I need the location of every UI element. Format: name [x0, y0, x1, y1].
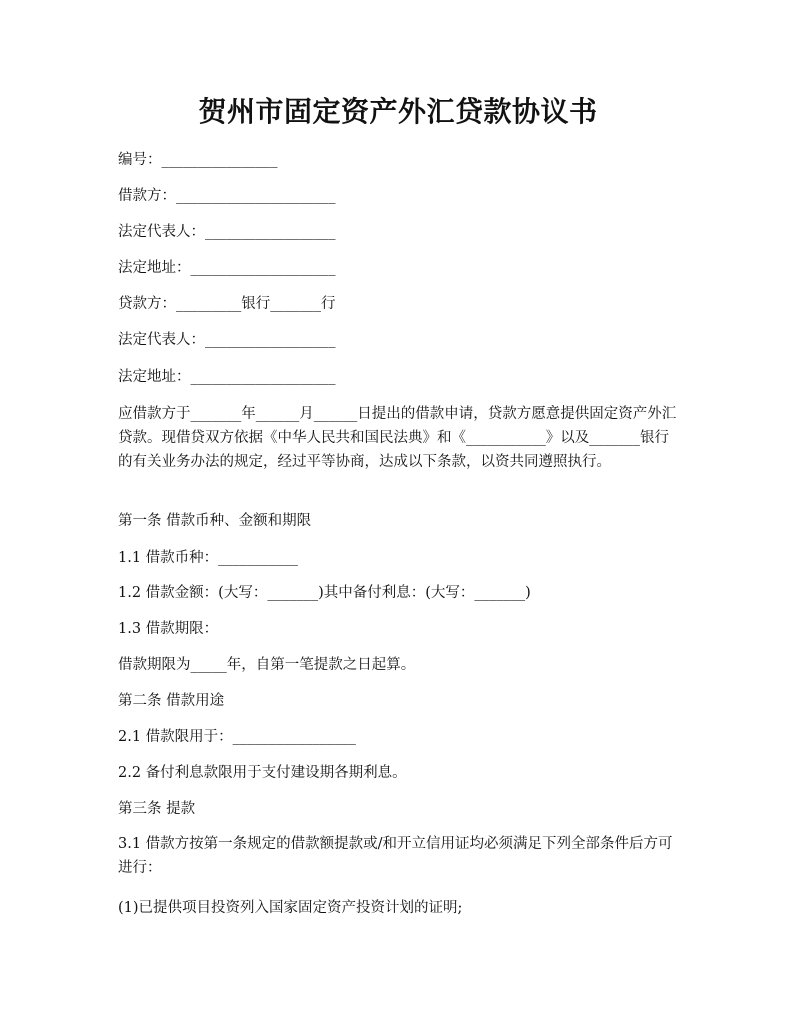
clause-3-1: 3.1 借款方按第一条规定的借款额提款或/和开立信用证均必须满足下列全部条件后方可进行： — [118, 836, 673, 876]
clause-1-heading: 第一条 借款币种、金额和期限 — [118, 513, 312, 529]
field-lender: 贷款方：_________银行_______行 — [118, 296, 336, 312]
intro-paragraph: 应借款方于_______年______月______日提出的借款申请，贷款方愿意提供固定资产外汇贷款。现借贷双方依据《中华人民共和国民法典》和《___________》以及_______银行的有关业务办法的规定，经过平等协商，达成以下条款，以资共同遵照执行。 — [118, 406, 677, 470]
field-borrower: 借款方：______________________ — [118, 188, 336, 204]
document-title: 贺州市固定资产外汇贷款协议书 — [198, 95, 598, 128]
field-lender-address: 法定地址：____________________ — [118, 369, 336, 385]
clause-2-2: 2.2 备付利息款限用于支付建设期各期利息。 — [118, 765, 407, 781]
clause-3-heading: 第三条 提款 — [118, 801, 196, 817]
clause-1-3-detail: 借款期限为_____年，自第一笔提款之日起算。 — [118, 657, 416, 673]
field-borrower-representative: 法定代表人：__________________ — [118, 224, 336, 240]
field-borrower-address: 法定地址：____________________ — [118, 260, 336, 276]
clause-1-2: 1.2 借款金额：(大写：_______)其中备付利息：(大写：_______) — [118, 585, 531, 601]
clause-2-1: 2.1 借款限用于：_________________ — [118, 729, 356, 745]
field-number: 编号：________________ — [118, 152, 278, 168]
clause-2-heading: 第二条 借款用途 — [118, 693, 225, 709]
clause-3-1-item-1: (1)已提供项目投资列入国家固定资产投资计划的证明; — [118, 900, 463, 916]
clause-1-1: 1.1 借款币种：___________ — [118, 550, 298, 566]
clause-1-3: 1.3 借款期限： — [118, 621, 219, 637]
field-lender-representative: 法定代表人：__________________ — [118, 332, 336, 348]
